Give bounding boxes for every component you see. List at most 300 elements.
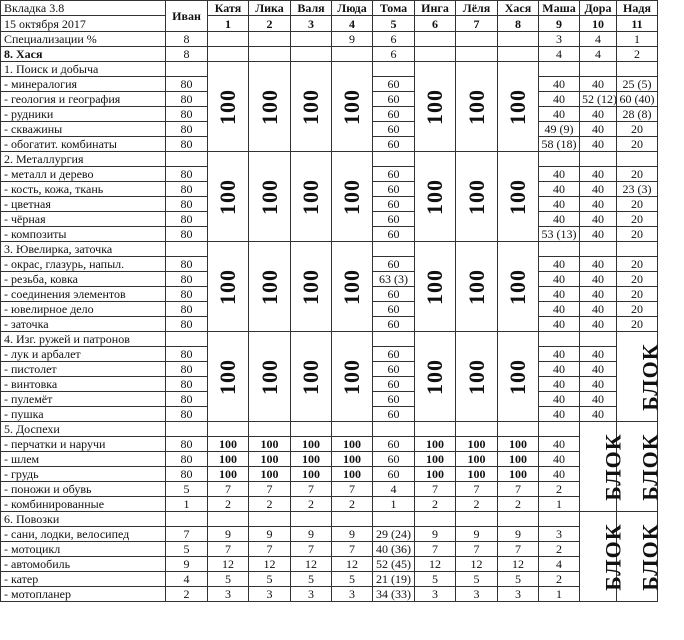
cell: 7 bbox=[498, 482, 539, 497]
cell-ivan: 80 bbox=[166, 467, 208, 482]
cell: 7 bbox=[332, 482, 373, 497]
cell-nadya: 23 (3) bbox=[617, 182, 658, 197]
cell-dora: 40 bbox=[580, 302, 617, 317]
blok-label: 100 bbox=[422, 358, 447, 395]
cell-ivan: 80 bbox=[166, 287, 208, 302]
cell-ivan bbox=[166, 332, 208, 347]
row-label: - ювелирное дело bbox=[1, 302, 166, 317]
header-row-numbers bbox=[1, 16, 658, 32]
blok-cell bbox=[456, 62, 498, 152]
cell-toma bbox=[373, 62, 415, 77]
cell: 40 (36) bbox=[373, 542, 415, 557]
cell-ivan: 8 bbox=[166, 47, 208, 62]
cell: 9 bbox=[249, 527, 291, 542]
cell-toma bbox=[373, 332, 415, 347]
cell bbox=[498, 512, 539, 527]
cell-masha: 40 bbox=[539, 362, 580, 377]
cell: 7 bbox=[456, 542, 498, 557]
cell: 9 bbox=[291, 527, 332, 542]
cell-masha: 40 bbox=[539, 347, 580, 362]
section-title: 3. Ювелирка, заточка bbox=[1, 242, 166, 257]
cell-toma: 60 bbox=[373, 107, 415, 122]
cell: 3 bbox=[332, 587, 373, 602]
cell: 7 bbox=[249, 482, 291, 497]
blok-label: 100 bbox=[463, 178, 489, 215]
cell-toma: 60 bbox=[373, 257, 415, 272]
cell-toma: 60 bbox=[373, 77, 415, 92]
section-title-row bbox=[1, 62, 658, 77]
cell-nadya: 20 bbox=[617, 212, 658, 227]
blok-cell bbox=[208, 62, 249, 152]
col-name: Хася bbox=[498, 1, 539, 16]
cell-toma: 60 bbox=[373, 197, 415, 212]
cell bbox=[332, 512, 373, 527]
cell: 4 bbox=[580, 47, 617, 62]
cell-dora: 40 bbox=[580, 182, 617, 197]
cell-toma: 60 bbox=[373, 317, 415, 332]
blok-label: 100 bbox=[298, 88, 323, 125]
blok-cell bbox=[617, 332, 663, 422]
cell: 9 bbox=[456, 527, 498, 542]
cell-toma: 60 bbox=[373, 287, 415, 302]
cell-ivan: 80 bbox=[166, 107, 208, 122]
blok-label: 100 bbox=[298, 268, 323, 305]
col-number: 5 bbox=[373, 16, 415, 32]
cell-masha: 49 (9) bbox=[539, 122, 580, 137]
cell: 5 bbox=[208, 572, 249, 587]
cell: 4 bbox=[373, 482, 415, 497]
blok-label: 100 bbox=[298, 178, 323, 215]
blok-label: 100 bbox=[422, 178, 447, 215]
blok-cell bbox=[332, 152, 373, 242]
tab-title: Вкладка 3.8 bbox=[1, 1, 166, 16]
cell: 7 bbox=[208, 542, 249, 557]
cell: 7 bbox=[208, 482, 249, 497]
section-title-row bbox=[1, 242, 658, 257]
blok-cell bbox=[456, 152, 498, 242]
cell-ivan: 9 bbox=[166, 557, 208, 572]
blok-cell bbox=[498, 152, 539, 242]
cell-ivan bbox=[166, 152, 208, 167]
section-title: 2. Металлургия bbox=[1, 152, 166, 167]
cell-masha: 40 bbox=[539, 392, 580, 407]
cell-toma: 60 bbox=[373, 227, 415, 242]
cell: 4 bbox=[539, 47, 580, 62]
row-label: - сани, лодки, велосипед bbox=[1, 527, 166, 542]
cell-ivan: 7 bbox=[166, 527, 208, 542]
cell: 12 bbox=[498, 557, 539, 572]
cell: 2 bbox=[208, 497, 249, 512]
row-label: - мотоцикл bbox=[1, 542, 166, 557]
cell-dora bbox=[580, 152, 617, 167]
row-label: - винтовка bbox=[1, 377, 166, 392]
cell: 12 bbox=[456, 557, 498, 572]
cell: 7 bbox=[456, 482, 498, 497]
cell-dora bbox=[580, 332, 617, 347]
cell: 29 (24) bbox=[373, 527, 415, 542]
cell: 100 bbox=[208, 437, 249, 452]
cell: 7 bbox=[291, 482, 332, 497]
blok-cell bbox=[332, 242, 373, 332]
blok-cell bbox=[456, 242, 498, 332]
cell bbox=[373, 422, 415, 437]
blok-label: БЛОК bbox=[637, 342, 663, 411]
cell: 7 bbox=[415, 542, 456, 557]
col-name: Маша bbox=[539, 1, 580, 16]
cell-dora: 40 bbox=[580, 347, 617, 362]
cell: 100 bbox=[249, 437, 291, 452]
cell: 100 bbox=[456, 452, 498, 467]
cell: 5 bbox=[249, 572, 291, 587]
cell-ivan: 80 bbox=[166, 272, 208, 287]
cell bbox=[208, 512, 249, 527]
blok-label: 100 bbox=[339, 178, 364, 215]
blok-label: БЛОК bbox=[637, 522, 663, 591]
blok-label: БЛОК bbox=[637, 432, 663, 501]
cell-toma: 60 bbox=[373, 92, 415, 107]
row-label: - минералогия bbox=[1, 77, 166, 92]
cell: 7 bbox=[249, 542, 291, 557]
cell-nadya: 20 bbox=[617, 197, 658, 212]
cell: 100 bbox=[249, 467, 291, 482]
cell-dora: 40 bbox=[580, 407, 617, 422]
cell-toma: 60 bbox=[373, 137, 415, 152]
cell-ivan: 80 bbox=[166, 92, 208, 107]
cell: 3 bbox=[415, 587, 456, 602]
blok-cell bbox=[415, 152, 456, 242]
cell bbox=[291, 32, 332, 47]
cell-toma: 60 bbox=[373, 392, 415, 407]
table-row bbox=[1, 437, 658, 452]
cell-ivan bbox=[166, 422, 208, 437]
cell-toma: 60 bbox=[373, 407, 415, 422]
cell-masha: 40 bbox=[539, 77, 580, 92]
blok-label: 100 bbox=[505, 358, 530, 395]
cell-ivan bbox=[166, 242, 208, 257]
cell-nadya: 28 (8) bbox=[617, 107, 658, 122]
table-row bbox=[1, 497, 658, 512]
cell: 3 bbox=[539, 32, 580, 47]
cell-toma: 60 bbox=[373, 347, 415, 362]
section-title-row bbox=[1, 422, 658, 437]
cell-ivan: 80 bbox=[166, 257, 208, 272]
row-label: - катер bbox=[1, 572, 166, 587]
cell-ivan: 80 bbox=[166, 407, 208, 422]
blok-label: 100 bbox=[422, 268, 447, 305]
cell: 7 bbox=[415, 482, 456, 497]
cell: 2 bbox=[539, 542, 580, 557]
cell: 60 bbox=[373, 452, 415, 467]
cell: 4 bbox=[580, 32, 617, 47]
cell-ivan: 4 bbox=[166, 572, 208, 587]
cell-ivan: 80 bbox=[166, 452, 208, 467]
cell-dora: 40 bbox=[580, 317, 617, 332]
cell-toma: 60 bbox=[373, 122, 415, 137]
col-name: Дора bbox=[580, 1, 617, 16]
row-label: - автомобиль bbox=[1, 557, 166, 572]
cell: 100 bbox=[208, 452, 249, 467]
blok-label: 100 bbox=[339, 358, 364, 395]
blok-cell bbox=[291, 152, 332, 242]
cell-dora: 40 bbox=[580, 362, 617, 377]
cell bbox=[208, 422, 249, 437]
cell: 52 (45) bbox=[373, 557, 415, 572]
table-row bbox=[1, 587, 658, 602]
cell-dora: 40 bbox=[580, 137, 617, 152]
blok-cell bbox=[580, 422, 626, 512]
cell: 60 bbox=[373, 467, 415, 482]
cell: 100 bbox=[498, 452, 539, 467]
cell-dora: 40 bbox=[580, 167, 617, 182]
cell: 9 bbox=[415, 527, 456, 542]
blok-label: БЛОК bbox=[600, 522, 626, 591]
cell-toma: 60 bbox=[373, 302, 415, 317]
cell bbox=[498, 47, 539, 62]
cell-dora: 40 bbox=[580, 257, 617, 272]
col-number: 9 bbox=[539, 16, 580, 32]
cell: 2 bbox=[539, 572, 580, 587]
cell: 2 bbox=[332, 497, 373, 512]
blok-cell bbox=[249, 62, 291, 152]
row-label: - пистолет bbox=[1, 362, 166, 377]
table-row bbox=[1, 572, 658, 587]
cell-ivan: 5 bbox=[166, 542, 208, 557]
cell-ivan: 80 bbox=[166, 167, 208, 182]
cell: 100 bbox=[415, 467, 456, 482]
cell bbox=[498, 422, 539, 437]
blok-cell bbox=[498, 332, 539, 422]
blok-cell bbox=[208, 242, 249, 332]
cell-toma: 63 (3) bbox=[373, 272, 415, 287]
cell: 7 bbox=[332, 542, 373, 557]
cell-toma: 60 bbox=[373, 362, 415, 377]
blok-label: 100 bbox=[215, 88, 240, 125]
cell: 2 bbox=[291, 497, 332, 512]
cell: 3 bbox=[539, 527, 580, 542]
cell: 5 bbox=[332, 572, 373, 587]
cell: 3 bbox=[208, 587, 249, 602]
cell-toma: 60 bbox=[373, 182, 415, 197]
cell-toma bbox=[373, 242, 415, 257]
cell bbox=[498, 32, 539, 47]
cell-nadya: 20 bbox=[617, 317, 658, 332]
cell: 1 bbox=[373, 497, 415, 512]
blok-label: 100 bbox=[505, 268, 530, 305]
cell-masha: 40 bbox=[539, 287, 580, 302]
cell-ivan: 5 bbox=[166, 482, 208, 497]
cell: 2 bbox=[498, 497, 539, 512]
col-number: 10 bbox=[580, 16, 617, 32]
cell: 100 bbox=[291, 452, 332, 467]
cell: 12 bbox=[332, 557, 373, 572]
cell-dora: 40 bbox=[580, 107, 617, 122]
blok-label: 100 bbox=[298, 358, 323, 395]
cell: 6 bbox=[373, 32, 415, 47]
cell-masha: 40 bbox=[539, 317, 580, 332]
blok-cell bbox=[249, 152, 291, 242]
cell bbox=[249, 32, 291, 47]
col-number: 1 bbox=[208, 16, 249, 32]
row-label: - окрас, глазурь, напыл. bbox=[1, 257, 166, 272]
header-row-names bbox=[1, 1, 658, 16]
blok-label: БЛОК bbox=[600, 432, 626, 501]
cell: 3 bbox=[249, 587, 291, 602]
cell-ivan: 80 bbox=[166, 437, 208, 452]
cell-ivan: 8 bbox=[166, 32, 208, 47]
cell: 100 bbox=[415, 452, 456, 467]
blok-label: 100 bbox=[215, 358, 240, 395]
col-name: Катя bbox=[208, 1, 249, 16]
cell-masha: 58 (18) bbox=[539, 137, 580, 152]
cell: 2 bbox=[249, 497, 291, 512]
hasya-row bbox=[1, 47, 658, 62]
cell bbox=[415, 32, 456, 47]
table-row bbox=[1, 467, 658, 482]
cell: 12 bbox=[415, 557, 456, 572]
sheet-date: 15 октября 2017 bbox=[1, 16, 166, 32]
table-row bbox=[1, 452, 658, 467]
col-name: Валя bbox=[291, 1, 332, 16]
row-label: - обогатит. комбинаты bbox=[1, 137, 166, 152]
row-label: - цветная bbox=[1, 197, 166, 212]
cell-masha: 40 bbox=[539, 212, 580, 227]
blok-cell bbox=[249, 332, 291, 422]
cell: 100 bbox=[291, 467, 332, 482]
cell: 3 bbox=[456, 587, 498, 602]
table-row bbox=[1, 557, 658, 572]
cell-toma bbox=[373, 152, 415, 167]
cell-nadya bbox=[617, 152, 658, 167]
specializations-row bbox=[1, 32, 658, 47]
blok-label: 100 bbox=[463, 358, 489, 395]
col-name: Тома bbox=[373, 1, 415, 16]
cell-dora: 40 bbox=[580, 272, 617, 287]
cell: 40 bbox=[539, 437, 580, 452]
blok-cell bbox=[291, 62, 332, 152]
cell: 5 bbox=[415, 572, 456, 587]
cell bbox=[456, 47, 498, 62]
cell-ivan bbox=[166, 512, 208, 527]
cell: 100 bbox=[249, 452, 291, 467]
cell-ivan: 80 bbox=[166, 212, 208, 227]
col-name: Инга bbox=[415, 1, 456, 16]
cell: 21 (19) bbox=[373, 572, 415, 587]
row-label: - скважины bbox=[1, 122, 166, 137]
blok-cell bbox=[580, 512, 626, 602]
cell: 100 bbox=[332, 452, 373, 467]
cell bbox=[456, 422, 498, 437]
col-number: 6 bbox=[415, 16, 456, 32]
cell: 9 bbox=[498, 527, 539, 542]
cell bbox=[373, 512, 415, 527]
row-label: - рудники bbox=[1, 107, 166, 122]
blok-cell bbox=[498, 242, 539, 332]
cell: 1 bbox=[617, 32, 658, 47]
row-label: - кость, кожа, ткань bbox=[1, 182, 166, 197]
cell bbox=[415, 47, 456, 62]
row-label: - перчатки и наручи bbox=[1, 437, 166, 452]
cell: 5 bbox=[498, 572, 539, 587]
cell-toma: 60 bbox=[373, 212, 415, 227]
cell bbox=[456, 512, 498, 527]
cell: 100 bbox=[415, 437, 456, 452]
cell: 40 bbox=[539, 467, 580, 482]
cell: 9 bbox=[208, 527, 249, 542]
blok-cell bbox=[415, 242, 456, 332]
cell-dora: 40 bbox=[580, 212, 617, 227]
cell: 9 bbox=[332, 527, 373, 542]
cell-ivan: 80 bbox=[166, 302, 208, 317]
cell bbox=[415, 512, 456, 527]
cell: 4 bbox=[539, 557, 580, 572]
row-label: - металл и дерево bbox=[1, 167, 166, 182]
cell bbox=[332, 422, 373, 437]
cell-masha: 40 bbox=[539, 257, 580, 272]
cell: 34 (33) bbox=[373, 587, 415, 602]
row-label: - чёрная bbox=[1, 212, 166, 227]
cell-dora bbox=[580, 242, 617, 257]
blok-label: 100 bbox=[463, 88, 489, 125]
cell-ivan: 80 bbox=[166, 347, 208, 362]
cell-dora: 40 bbox=[580, 122, 617, 137]
table-row bbox=[1, 482, 658, 497]
blok-label: 100 bbox=[256, 88, 282, 125]
row-label: - пушка bbox=[1, 407, 166, 422]
blok-label: 100 bbox=[256, 268, 282, 305]
cell-ivan: 2 bbox=[166, 587, 208, 602]
cell: 1 bbox=[539, 497, 580, 512]
cell: 9 bbox=[332, 32, 373, 47]
cell: 3 bbox=[498, 587, 539, 602]
blok-cell bbox=[498, 62, 539, 152]
table-row bbox=[1, 527, 658, 542]
col-name: Лёля bbox=[456, 1, 498, 16]
cell: 1 bbox=[539, 587, 580, 602]
cell-dora bbox=[580, 62, 617, 77]
cell: 3 bbox=[291, 587, 332, 602]
cell bbox=[291, 512, 332, 527]
blok-label: 100 bbox=[505, 88, 530, 125]
blok-label: 100 bbox=[339, 88, 364, 125]
blok-cell bbox=[415, 332, 456, 422]
cell: 5 bbox=[456, 572, 498, 587]
cell bbox=[249, 47, 291, 62]
cell: 12 bbox=[208, 557, 249, 572]
row-label: - пулемёт bbox=[1, 392, 166, 407]
cell-ivan: 1 bbox=[166, 497, 208, 512]
cell-nadya: 20 bbox=[617, 302, 658, 317]
col-number: 2 bbox=[249, 16, 291, 32]
cell: 100 bbox=[456, 467, 498, 482]
cell-ivan: 80 bbox=[166, 77, 208, 92]
cell-masha bbox=[539, 152, 580, 167]
cell bbox=[208, 47, 249, 62]
cell-masha: 40 bbox=[539, 407, 580, 422]
blok-label: 100 bbox=[256, 178, 282, 215]
cell: 100 bbox=[332, 437, 373, 452]
cell bbox=[539, 512, 580, 527]
cell: 7 bbox=[498, 542, 539, 557]
cell-dora: 40 bbox=[580, 287, 617, 302]
table-row bbox=[1, 542, 658, 557]
row-label: - композиты bbox=[1, 227, 166, 242]
cell: 2 bbox=[617, 47, 658, 62]
cell-nadya: 20 bbox=[617, 122, 658, 137]
blok-label: 100 bbox=[463, 268, 489, 305]
cell-dora: 40 bbox=[580, 392, 617, 407]
cell-toma: 60 bbox=[373, 167, 415, 182]
section-title-row bbox=[1, 512, 658, 527]
